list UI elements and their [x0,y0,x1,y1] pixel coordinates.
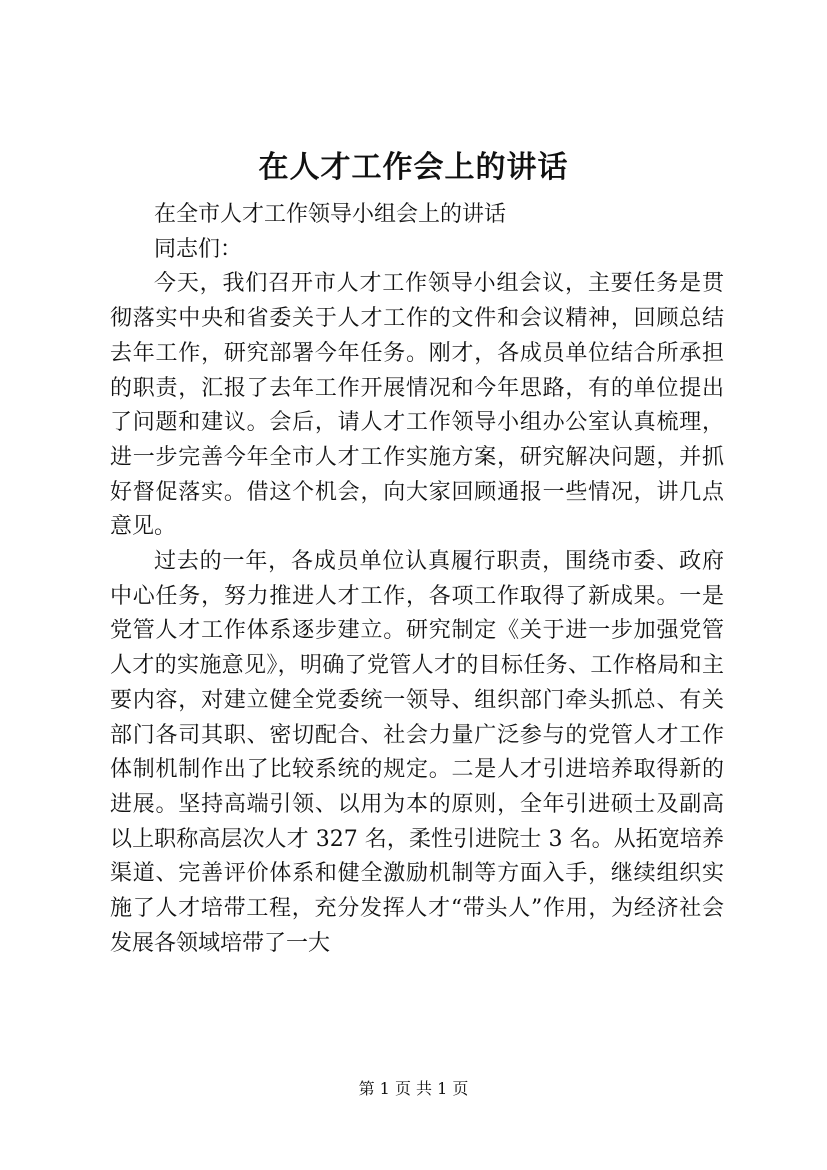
paragraph-1: 今天，我们召开市人才工作领导小组会议，主要任务是贯彻落实中央和省委关于人才工作的文件和会议精神，回顾总结去年工作，研究部署今年任务。刚才，各成员单位结合所承担的职责，汇报了去年工作开展情况和今年思路，有的单位提出了问题和建议。会后，请人才工作领导小组办公室认真梳理，进一步完善今年全市人才工作实施方案，研究解决问题，并抓好督促落实。借这个机会，向大家回顾通报一些情况，讲几点意见。 [110,271,724,540]
salutation-line: 同志们： [154,236,243,262]
paragraph-2: 过去的一年，各成员单位认真履行职责，围绕市委、政府中心任务，努力推进人才工作，各项工作取得了新成果。一是党管人才工作体系逐步建立。研究制定《关于进一步加强党管人才的实施意见》，明确了党管人才的目标任务、工作格局和主要内容，对建立健全党委统一领导、组织部门牵头抓总、有关部门各司其职、密切配合、社会力量广泛参与的党管人才工作体制机制作出了比较系统的规定。二是人才引进培养取得新的进展。坚持高端引领、以用为本的原则，全年引进硕士及副高以上职称高层次人才 327 名，柔性引进院士 3 名。从拓宽培养渠道、完善评价体系和健全激励机制等方面入手，继续组织实施了人才培带工程，充分发挥人才“带头人”作用，为经济社会发展各领域培带了一大 [110,549,724,956]
page-footer: 第 1 页 共 1 页 [358,1079,469,1098]
document-body [110,198,724,961]
document-title: 在人才工作会上的讲话 [258,150,569,185]
subtitle-line: 在全市人才工作领导小组会上的讲话 [154,202,507,227]
